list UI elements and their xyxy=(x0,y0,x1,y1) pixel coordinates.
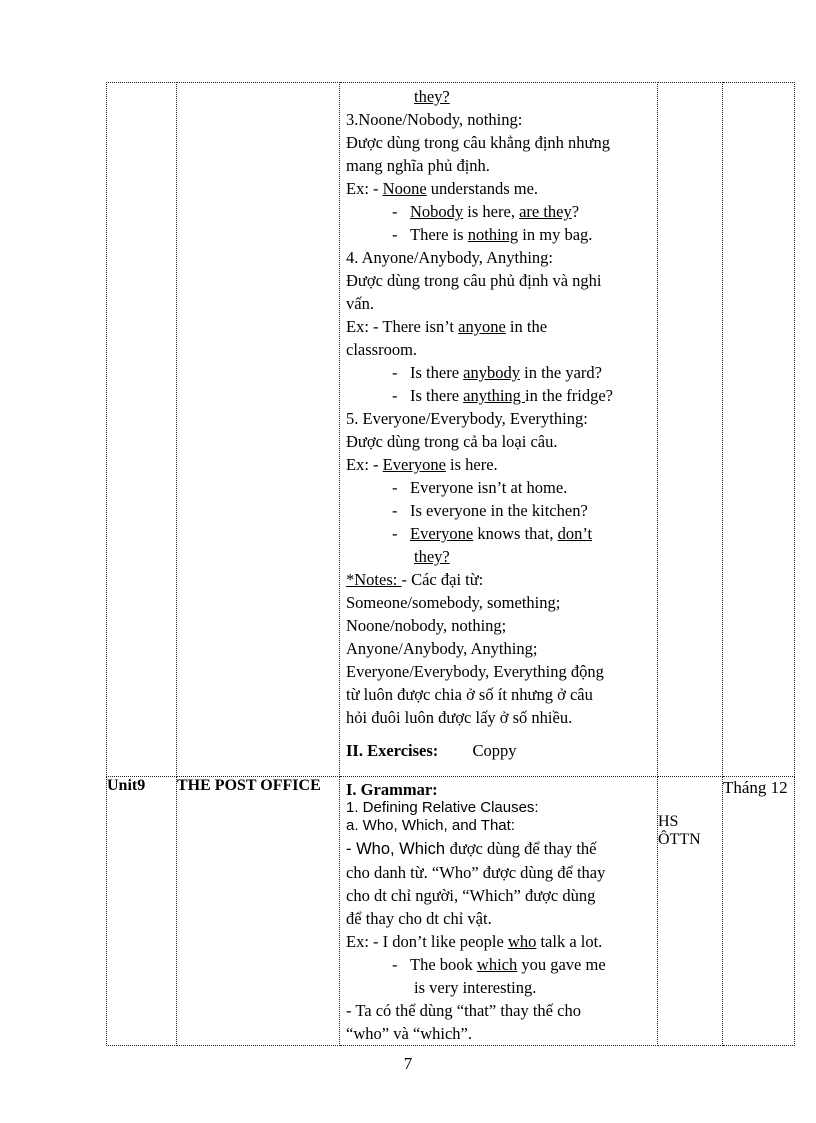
text-run: Everyone/Everybody, Everything động xyxy=(346,662,604,681)
text-run: mang nghĩa phủ định. xyxy=(346,156,490,175)
text-run: Ex: - I don’t like people xyxy=(346,932,508,951)
content-line xyxy=(346,154,651,177)
content-line xyxy=(346,361,651,384)
text-run: được dùng để thay thế xyxy=(449,839,597,858)
text-run: Everyone xyxy=(410,524,474,543)
unit-cell xyxy=(107,83,177,777)
content-line xyxy=(346,338,651,361)
text-run: understands me. xyxy=(426,179,539,198)
text-run: Được dùng trong câu khẳng định nhưng xyxy=(346,133,610,152)
content-line xyxy=(346,706,651,729)
text-run: is here, xyxy=(463,202,520,221)
bullet-dash: - xyxy=(392,202,398,221)
unit-cell xyxy=(107,777,177,1046)
topic-cell xyxy=(177,777,340,1046)
exercises-label: II. Exercises: xyxy=(346,741,439,760)
text-run: is here. xyxy=(445,455,498,474)
content-line xyxy=(346,861,651,884)
content-line xyxy=(346,384,651,407)
text-run: cho danh từ. “Who” được dùng để thay xyxy=(346,863,606,882)
content-line xyxy=(346,246,651,269)
content-line xyxy=(346,660,651,683)
unit-label: Unit9 xyxy=(107,777,146,794)
bullet-dash: - xyxy=(392,478,398,497)
text-run: cho dt chỉ người, “Which” được dùng xyxy=(346,886,596,905)
bullet-dash: - xyxy=(392,363,398,382)
content-line xyxy=(346,430,651,453)
text-run: hỏi đuôi luôn được lấy ở số nhiều. xyxy=(346,708,573,727)
text-run: từ luôn được chia ở số ít nhưng ở câu xyxy=(346,685,593,704)
table-row xyxy=(107,777,795,1046)
text-run: Someone/somebody, something; xyxy=(346,593,561,612)
text-run: Nobody xyxy=(410,202,464,221)
text-run: The book xyxy=(410,955,477,974)
content-line xyxy=(346,568,651,591)
text-run: in the yard? xyxy=(519,363,602,382)
text-run: in the fridge? xyxy=(525,386,613,405)
content-line xyxy=(346,545,651,568)
content-line xyxy=(346,522,651,545)
content-line xyxy=(346,499,651,522)
content-line xyxy=(346,269,651,292)
content-cell xyxy=(340,777,658,1046)
text-run: you gave me xyxy=(517,955,606,974)
content-line xyxy=(346,476,651,499)
text-run: Is there xyxy=(410,363,464,382)
text-run: is very interesting. xyxy=(414,978,537,997)
content-line xyxy=(346,85,651,108)
text-run: nothing xyxy=(467,225,519,244)
target-cell xyxy=(658,777,723,1046)
text-run: Anyone/Anybody, Anything; xyxy=(346,639,538,658)
text-run: để thay cho dt chỉ vật. xyxy=(346,909,492,928)
text-run: anything xyxy=(463,386,526,405)
grammar-content xyxy=(340,835,657,1045)
content-line xyxy=(346,907,651,930)
text-run: in the xyxy=(505,317,548,336)
target-cell xyxy=(658,83,723,777)
text-run: ? xyxy=(571,202,580,221)
text-run: Được dùng trong câu phủ định và nghi xyxy=(346,271,602,290)
content-line xyxy=(346,108,651,131)
text-run: 5. Everyone/Everybody, Everything: xyxy=(346,409,588,428)
content-line xyxy=(346,884,651,907)
text-run: There is xyxy=(410,225,468,244)
content-line xyxy=(346,837,651,861)
text-run: - Who, Which xyxy=(346,840,450,858)
text-run: Ex: - xyxy=(346,179,383,198)
content-line xyxy=(346,930,651,953)
text-run: are they xyxy=(519,202,572,221)
text-run: *Notes: xyxy=(346,570,402,589)
text-run: “who” và “which”. xyxy=(346,1024,472,1043)
bullet-dash: - xyxy=(392,225,398,244)
content-line xyxy=(346,407,651,430)
text-run: Được dùng trong cả ba loại câu. xyxy=(346,432,558,451)
text-run: 4. Anyone/Anybody, Anything: xyxy=(346,248,554,267)
text-run: - Các đại từ: xyxy=(401,570,484,589)
content-line xyxy=(346,953,651,976)
content-line xyxy=(346,683,651,706)
target-label: HS ÔTTN xyxy=(658,813,701,848)
text-run: knows that, xyxy=(473,524,558,543)
text-run: who xyxy=(507,932,537,951)
text-run: Ex: - There isn’t xyxy=(346,317,459,336)
exercises-value: Coppy xyxy=(472,741,517,760)
text-run: which xyxy=(476,955,518,974)
bullet-dash: - xyxy=(392,955,398,974)
grammar-subheading: a. Who, Which, and That: xyxy=(346,817,515,834)
content-line xyxy=(346,976,651,999)
text-run: in my bag. xyxy=(518,225,593,244)
content-cell xyxy=(340,83,658,777)
grammar-subheading: 1. Defining Relative Clauses: xyxy=(346,799,539,816)
lesson-plan-table xyxy=(106,82,795,1046)
text-run: - Ta có thể dùng “that” thay thế cho xyxy=(346,1001,581,1020)
grammar-content xyxy=(340,83,657,729)
content-line xyxy=(346,292,651,315)
text-run: Noone xyxy=(382,179,427,198)
content-line xyxy=(346,1022,651,1045)
text-run: Noone/nobody, nothing; xyxy=(346,616,507,635)
text-run: vấn. xyxy=(346,294,374,313)
content-line xyxy=(346,315,651,338)
text-run: Is there xyxy=(410,386,464,405)
text-run: anyone xyxy=(458,317,506,336)
content-line xyxy=(346,591,651,614)
text-run: 3.Noone/Nobody, nothing: xyxy=(346,110,523,129)
time-cell xyxy=(723,777,795,1046)
table-row xyxy=(107,83,795,777)
text-run: Everyone xyxy=(382,455,446,474)
content-line xyxy=(346,177,651,200)
exercises-line xyxy=(346,739,651,762)
topic-cell xyxy=(177,83,340,777)
time-label: Tháng 12 xyxy=(723,778,788,797)
bullet-dash: - xyxy=(392,524,398,543)
grammar-heading: I. Grammar: xyxy=(346,780,438,799)
topic-label: THE POST OFFICE xyxy=(177,777,321,794)
content-line xyxy=(346,999,651,1022)
text-run: talk a lot. xyxy=(536,932,603,951)
content-line xyxy=(346,453,651,476)
text-run: they? xyxy=(414,547,450,566)
page-number: 7 xyxy=(403,1054,413,1073)
text-run: anybody xyxy=(463,363,520,382)
bullet-dash: - xyxy=(392,386,398,405)
time-cell xyxy=(723,83,795,777)
content-line xyxy=(346,200,651,223)
text-run: Ex: - xyxy=(346,455,383,474)
text-run: Is everyone in the kitchen? xyxy=(410,501,588,520)
bullet-dash: - xyxy=(392,501,398,520)
text-run: don’t xyxy=(557,524,593,543)
text-run: classroom. xyxy=(346,340,418,359)
content-line xyxy=(346,637,651,660)
content-line xyxy=(346,223,651,246)
content-line xyxy=(346,131,651,154)
content-line xyxy=(346,614,651,637)
text-run: they? xyxy=(414,87,450,106)
text-run: Everyone isn’t at home. xyxy=(410,478,568,497)
